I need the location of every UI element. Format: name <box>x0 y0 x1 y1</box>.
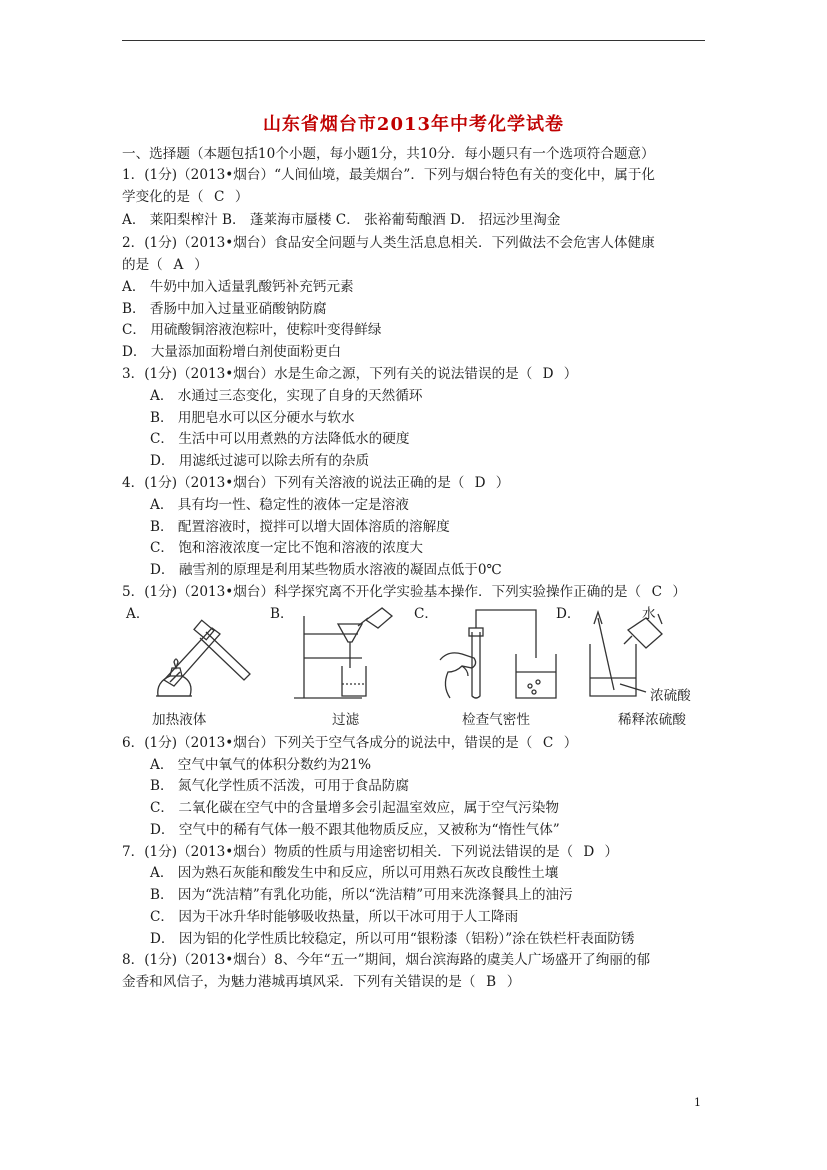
q7-option-b: B． 因为“洗洁精”有乳化功能，所以“洗洁精”可用来洗涤餐具上的油污 <box>150 887 573 903</box>
q1-answer: C <box>214 189 225 205</box>
airtightness-figure <box>412 602 572 702</box>
figure-d-acid-label: 浓硫酸 <box>650 688 691 704</box>
section-header: 一、选择题（本题包括10个小题，每小题1分，共10分．每小题只有一个选项符合题意） <box>122 146 655 162</box>
q3-answer: D <box>542 366 554 382</box>
header-rule <box>122 40 705 41</box>
figure-b-caption: 过滤 <box>332 712 360 728</box>
q8-stem-line2: 金香和风信子，为魅力港城再填风采．下列有关错误的是（ B ） <box>122 974 521 990</box>
heating-liquid-figure <box>150 610 260 702</box>
figure-c-caption: 检查气密性 <box>462 712 530 728</box>
q2-option-c: C． 用硫酸铜溶液泡粽叶，使粽叶变得鲜绿 <box>122 322 382 338</box>
q6-option-a: A． 空气中氧气的体积分数约为21% <box>150 757 372 773</box>
q4-option-d: D． 融雪剂的原理是利用某些物质水溶液的凝固点低于0℃ <box>150 562 502 578</box>
q6-option-c: C． 二氧化碳在空气中的含量增多会引起温室效应，属于空气污染物 <box>150 800 559 816</box>
figure-d-caption: 稀释浓硫酸 <box>618 712 686 728</box>
q4-option-b: B． 配置溶液时，搅拌可以增大固体溶质的溶解度 <box>150 519 450 535</box>
filtration-figure <box>292 606 402 702</box>
q1-options: A． 莱阳梨榨汁 B． 蓬莱海市蜃楼 C． 张裕葡萄酿酒 D． 招远沙里淘金 <box>122 212 561 228</box>
q7-answer: D <box>583 844 595 860</box>
q3-stem: 3．(1分)（2013•烟台）水是生命之源，下列有关的说法错误的是（ D ） <box>122 366 578 382</box>
q4-stem: 4．(1分)（2013•烟台）下列有关溶液的说法正确的是（ D ） <box>122 475 510 491</box>
figure-a-letter: A． <box>126 606 150 622</box>
q2-option-b: B． 香肠中加入过量亚硝酸钠防腐 <box>122 301 327 317</box>
q7-option-a: A． 因为熟石灰能和酸发生中和反应，所以可用熟石灰改良酸性土壤 <box>150 865 559 881</box>
q8-answer: B <box>486 974 497 990</box>
figure-d-water-label: 水 <box>642 606 656 622</box>
q4-answer: D <box>474 475 486 491</box>
q3-option-d: D． 用滤纸过滤可以除去所有的杂质 <box>150 453 370 469</box>
q2-stem-line2: 的是（ A ） <box>122 257 208 273</box>
q2-stem-line1: 2．(1分)（2013•烟台）食品安全问题与人类生活息息相关．下列做法不会危害人体健康 <box>122 235 655 251</box>
q7-option-d: D． 因为铝的化学性质比较稳定，所以可用“银粉漆（铝粉）”涂在铁栏杆表面防锈 <box>150 931 635 947</box>
q5-answer: C <box>651 584 662 600</box>
q4-option-a: A． 具有均一性、稳定性的液体一定是溶液 <box>150 497 409 513</box>
q7-option-c: C． 因为干冰升华时能够吸收热量，所以干冰可用于人工降雨 <box>150 909 519 925</box>
q2-option-a: A． 牛奶中加入适量乳酸钙补充钙元素 <box>122 279 354 295</box>
q6-answer: C <box>542 735 554 751</box>
q2-answer: A <box>173 257 184 273</box>
q5-figures <box>122 602 712 728</box>
page-number: 1 <box>694 1096 701 1109</box>
q3-option-a: A． 水通过三态变化，实现了自身的天然循环 <box>150 388 423 404</box>
figure-b-letter: B． <box>270 606 294 622</box>
q1-stem-line1: 1．(1分)（2013•烟台）“人间仙境，最美烟台”．下列与烟台特色有关的变化中，属于化 <box>122 167 656 183</box>
q4-option-c: C． 饱和溶液浓度一定比不饱和溶液的浓度大 <box>150 540 424 556</box>
figure-a-caption: 加热液体 <box>152 712 207 728</box>
q2-option-d: D． 大量添加面粉增白剂使面粉更白 <box>122 344 342 360</box>
q1-stem-line2: 学变化的是（ C ） <box>122 189 249 205</box>
q6-option-d: D． 空气中的稀有气体一般不跟其他物质反应，又被称为“惰性气体” <box>150 822 560 838</box>
q5-stem: 5．(1分)（2013•烟台）科学探究离不开化学实验基本操作．下列实验操作正确的是（ C ） <box>122 584 687 600</box>
figure-d-letter: D． <box>556 606 581 622</box>
q3-option-c: C． 生活中可以用煮熟的方法降低水的硬度 <box>150 431 410 447</box>
q3-option-b: B． 用肥皂水可以区分硬水与软水 <box>150 410 355 426</box>
q6-option-b: B． 氮气化学性质不活泼，可用于食品防腐 <box>150 778 409 794</box>
q7-stem: 7．(1分)（2013•烟台）物质的性质与用途密切相关．下列说法错误的是（ D ） <box>122 844 619 860</box>
q8-stem-line1: 8．(1分)（2013•烟台）8、今年“五一”期间，烟台滨海路的虞美人广场盛开了绚丽的郁 <box>122 952 651 968</box>
figure-c-letter: C． <box>414 606 438 622</box>
exam-title: 山东省烟台市2013年中考化学试卷 <box>262 114 565 135</box>
q6-stem: 6．(1分)（2013•烟台）下列关于空气各成分的说法中，错误的是（ C ） <box>122 735 578 751</box>
